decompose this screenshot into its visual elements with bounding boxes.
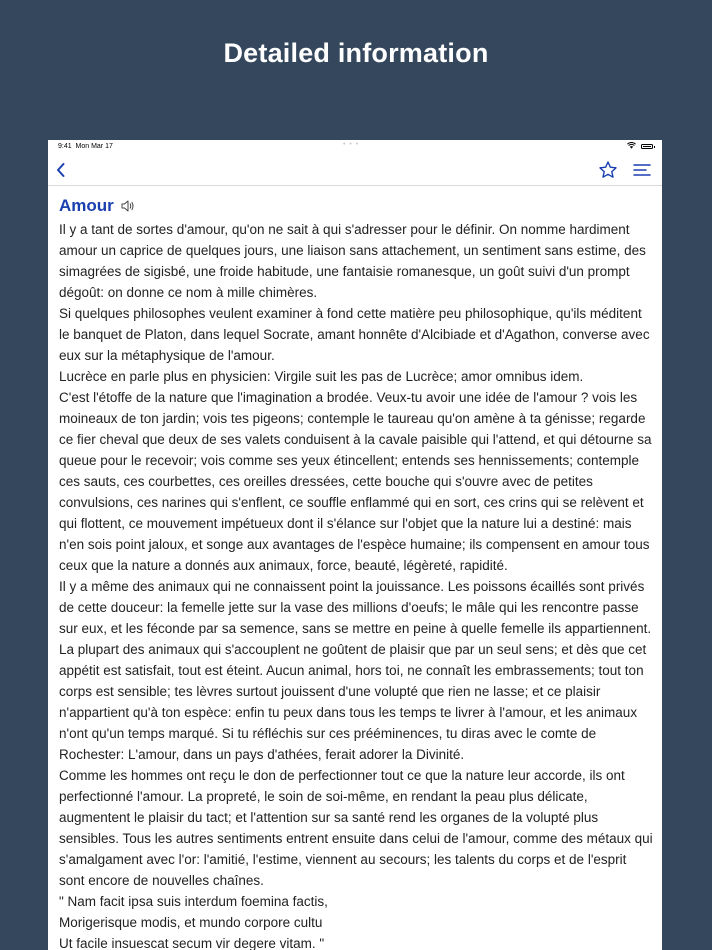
entry-paragraph: C'est l'étoffe de la nature que l'imagination a brodée. Veux-tu avoir une idée de l'amour ? vois les moineaux de ton jardin; vois tes pigeons; contemple le taureau qu'on amène à ta génisse; regarde ce fier cheval que deux de ses valets conduisent à la cavale paisible qui l'attend, et qui détourne sa queue pour le recevoir; vois comme ses yeux étincellent; entends ses hennissements; contemple ces sauts, ces courbettes, ces oreilles dressées, cette bouche qui s'ouvre avec de petites convulsions, ces narines qui s'enflent, ce souffle enflammé qui en sort, ces crins qui se relèvent et qui flottent, ce mouvement impétueux dont il s'élance sur l'objet que la nature lui a destiné: mais n'en sois point jaloux, et songe aux avantages de l'espèce humaine; ils compensent en amour tous ceux que la nature a donnés aux animaux, force, beauté, légèreté, rapidité. xyxy=(59,390,652,573)
entry-paragraph: Lucrèce en parle plus en physicien: Virgile suit les pas de Lucrèce; amor omnibus idem. xyxy=(59,369,584,384)
speaker-icon[interactable] xyxy=(120,198,136,214)
banner-title: Detailed information xyxy=(223,38,489,68)
menu-lines-icon xyxy=(633,162,651,178)
multitask-dots: • • • xyxy=(343,141,360,148)
nav-bar xyxy=(48,154,662,186)
chevron-left-icon xyxy=(54,161,68,179)
entry-header xyxy=(59,192,655,219)
entry-paragraph: " Nam facit ipsa suis interdum foemina factis, xyxy=(59,894,328,909)
device-screen xyxy=(48,140,662,950)
menu-button[interactable] xyxy=(633,162,651,178)
favorite-button[interactable] xyxy=(598,160,618,180)
entry-title: Amour xyxy=(59,195,114,215)
battery-icon xyxy=(641,144,653,149)
entry-paragraph: Morigerisque modis, et mundo corpore cultu xyxy=(59,915,323,930)
entry-paragraph: Il y a même des animaux qui ne connaissent point la jouissance. Les poissons écaillés sont privés de cette douceur: la femelle jette sur la vase des millions d'oeufs; le mâle qui les rencontre passe sur eux, et les féconde par sa semence, sans se mettre en peine à quelle femelle ils appartiennent. xyxy=(59,579,652,636)
entry-paragraph: Si quelques philosophes veulent examiner à fond cette matière peu philosophique, qu'ils méditent le banquet de Platon, dans lequel Socrate, amant honnête d'Alcibiade et d'Agathon, converse avec eux sur la métaphysique de l'amour. xyxy=(59,306,650,363)
status-bar xyxy=(48,140,662,154)
entry-paragraph: Il y a tant de sortes d'amour, qu'on ne sait à qui s'adresser pour le définir. On nomme hardiment amour un caprice de quelques jours, une liaison sans attachement, un sentiment sans estime, des simagrées de sigisbé, une froide habitude, une fantaisie romanesque, un goût suivi d'un prompt dégoût: on donne ce nom à mille chimères. xyxy=(59,222,646,300)
entry-content xyxy=(59,192,655,950)
entry-paragraph: Ut facile insuescat secum vir degere vitam. " xyxy=(59,936,325,950)
back-button[interactable] xyxy=(54,161,68,179)
star-outline-icon xyxy=(598,160,618,180)
wifi-icon xyxy=(627,142,636,151)
entry-body xyxy=(59,219,655,950)
entry-paragraph: Comme les hommes ont reçu le don de perfectionner tout ce que la nature leur accorde, ils ont perfectionné l'amour. La propreté, le soin de soi-même, en rendant la peau plus délicate, augmentent le plaisir du tact; et l'attention sur sa santé rend les organes de la volupté plus sensibles. Tous les autres sentiments entrent ensuite dans celui de l'amour, comme des métaux qui s'amalgament avec l'or: l'amitié, l'estime, viennent au secours; les talents du corps et de l'esprit sont encore de nouvelles chaînes. xyxy=(59,768,653,888)
status-time: 9:41 Mon Mar 17 xyxy=(58,143,113,150)
entry-paragraph: La plupart des animaux qui s'accouplent ne goûtent de plaisir que par un seul sens; et dès que cet appétit est satisfait, tout est éteint. Aucun animal, hors toi, ne connaît les embrassements; tout ton corps est sensible; tes lèvres surtout jouissent d'une volupté que rien ne lasse; et ce plaisir n'appartient qu'à ton espèce: enfin tu peux dans tous les temps te livrer à l'amour, et les animaux n'ont qu'un temps marqué. Si tu réfléchis sur ces prééminences, tu diras avec le comte de Rochester: L'amour, dans un pays d'athées, ferait adorer la Divinité. xyxy=(59,642,647,762)
